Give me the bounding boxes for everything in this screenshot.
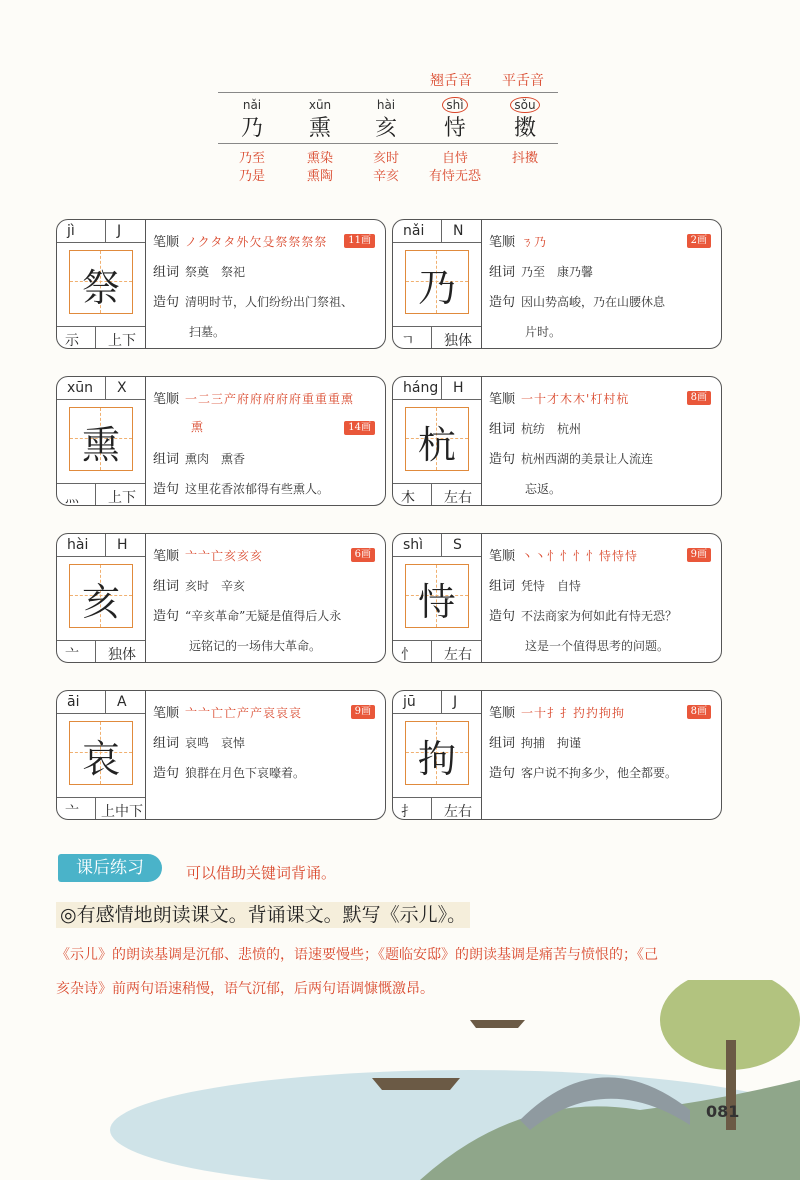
words-label: 组词 xyxy=(153,265,180,280)
header-pinyin-1: nǎi xyxy=(242,98,262,112)
card-words: 亥时 辛亥 xyxy=(185,579,246,593)
radical-row xyxy=(57,326,145,349)
card-radical: 木 xyxy=(401,490,415,506)
divider xyxy=(95,484,96,506)
pinyin-row xyxy=(57,691,145,714)
pinyin-row xyxy=(57,534,145,557)
word-item: 乃至 xyxy=(238,151,265,166)
card-character: 哀 xyxy=(81,737,120,781)
sentence-row xyxy=(489,765,717,782)
words-label: 组词 xyxy=(153,736,180,751)
stroke-order-cont: 熏 xyxy=(191,420,205,434)
card-character: 杭 xyxy=(417,423,456,467)
word-item: 熏陶 xyxy=(306,169,333,184)
reading-note-line-2: 亥杂诗》前两句语速稍慢，语气沉郁，后两句语调慷慨激昂。 xyxy=(56,981,434,997)
words-row xyxy=(489,578,717,595)
stroke-order: 一十扌扌扚扚拘拘 xyxy=(521,706,626,720)
header-words-5 xyxy=(485,150,565,168)
card-right-panel xyxy=(489,534,717,662)
writing-grid xyxy=(69,407,133,471)
card-character: 恃 xyxy=(417,580,456,624)
card-structure: 左右 xyxy=(444,647,472,663)
divider xyxy=(431,327,432,349)
card-words: 哀鸣 哀悼 xyxy=(185,736,246,750)
practice-badge: 课后练习 xyxy=(58,854,162,882)
flat-tongue-label: 平舌音 xyxy=(502,73,544,89)
words-label: 组词 xyxy=(153,579,180,594)
divider xyxy=(431,798,432,820)
char-card-恃 xyxy=(392,533,722,663)
pinyin-row xyxy=(393,377,481,400)
stroke-order: 亠亠亡亡产产哀哀哀 xyxy=(185,706,303,720)
word-item: 辛亥 xyxy=(372,169,399,184)
card-structure: 独体 xyxy=(444,333,472,349)
header-pinyin-5-text: sǒu xyxy=(510,97,539,113)
pinyin-row xyxy=(57,220,145,243)
word-item: 亥时 xyxy=(372,151,399,166)
header-pinyin-4 xyxy=(425,98,485,112)
divider xyxy=(105,534,106,556)
card-structure: 独体 xyxy=(108,647,136,663)
card-character: 亥 xyxy=(81,580,120,624)
card-radical: ㄱ xyxy=(401,333,415,349)
header-bottom-rule xyxy=(218,143,558,144)
card-radical: 忄 xyxy=(401,647,415,663)
card-pinyin: shì xyxy=(403,537,424,553)
card-sentence-cont: 扫墓。 xyxy=(189,325,226,339)
stroke-order-row xyxy=(489,548,717,565)
sentence-row xyxy=(153,608,381,625)
card-pinyin: āi xyxy=(67,694,80,710)
writing-grid xyxy=(405,721,469,785)
header-char-2: 熏 xyxy=(308,116,331,141)
card-right-panel xyxy=(489,691,717,819)
card-sentence: “辛亥革命”无疑是值得后人永 xyxy=(185,609,342,623)
card-words: 熏肉 熏香 xyxy=(185,452,246,466)
stroke-order-row xyxy=(153,705,381,722)
words-row xyxy=(153,578,381,595)
sentence-row-2 xyxy=(153,638,386,654)
small-boat-shape xyxy=(470,1020,525,1028)
card-words: 杭纺 杭州 xyxy=(521,422,582,436)
card-letter: J xyxy=(453,694,458,710)
card-letter: S xyxy=(453,537,462,553)
stroke-order: ノクタタ外欠殳祭祭祭祭 xyxy=(185,235,328,249)
card-words: 凭恃 自恃 xyxy=(521,579,582,593)
divider xyxy=(441,220,442,242)
words-row xyxy=(489,264,717,281)
stroke-order-label: 笔顺 xyxy=(489,392,516,407)
recite-hint: 可以借助关键词背诵。 xyxy=(186,864,337,882)
card-left-panel xyxy=(393,220,482,348)
char-card-祭 xyxy=(56,219,386,349)
stroke-order-label: 笔顺 xyxy=(153,392,180,407)
card-letter: H xyxy=(117,537,128,553)
divider xyxy=(441,534,442,556)
card-character: 祭 xyxy=(81,266,120,310)
radical-row xyxy=(393,640,481,663)
card-right-panel xyxy=(489,377,717,505)
card-sentence: 不法商家为何如此有恃无恐？ xyxy=(521,609,678,623)
words-label: 组词 xyxy=(153,452,180,467)
card-left-panel xyxy=(393,534,482,662)
card-structure: 左右 xyxy=(444,804,472,820)
card-character: 拘 xyxy=(417,737,456,781)
card-radical: 扌 xyxy=(401,804,415,820)
boat-shape xyxy=(372,1078,460,1090)
header-pinyin-3: hài xyxy=(376,98,396,112)
pinyin-row xyxy=(57,377,145,400)
card-pinyin: jū xyxy=(403,694,416,710)
divider xyxy=(441,691,442,713)
card-left-panel xyxy=(57,377,146,505)
divider xyxy=(431,641,432,663)
stroke-order: ㄋ乃 xyxy=(521,235,548,249)
writing-grid xyxy=(69,250,133,314)
header-pinyin-4-text: shì xyxy=(442,97,467,113)
words-row xyxy=(153,735,381,752)
sentence-row-2 xyxy=(489,481,722,497)
words-row xyxy=(489,735,717,752)
words-row xyxy=(153,264,381,281)
word-item: 自恃 xyxy=(441,151,468,166)
header-top-rule xyxy=(218,92,558,93)
char-card-亥 xyxy=(56,533,386,663)
sentence-row xyxy=(489,294,717,311)
card-sentence: 狼群在月色下哀嚎着。 xyxy=(185,766,306,780)
stroke-count-badge: 11画 xyxy=(344,234,375,248)
card-pinyin: xūn xyxy=(67,380,94,396)
stroke-order: 一十才木木'朾村杭 xyxy=(521,392,630,406)
radical-row xyxy=(393,797,481,820)
card-sentence: 这里花香浓郁得有些熏人。 xyxy=(185,482,330,496)
card-left-panel xyxy=(393,691,482,819)
card-left-panel xyxy=(57,534,146,662)
card-sentence: 杭州西湖的美景让人流连 xyxy=(521,452,654,466)
char-card-乃 xyxy=(392,219,722,349)
stroke-count-badge: 9画 xyxy=(687,548,711,562)
char-card-哀 xyxy=(56,690,386,820)
word-item: 乃是 xyxy=(238,169,265,184)
card-pinyin: jì xyxy=(67,223,75,239)
card-words: 乃至 康乃馨 xyxy=(521,265,594,279)
words-label: 组词 xyxy=(489,422,516,437)
header-char-4: 恃 xyxy=(443,116,466,141)
card-letter: J xyxy=(117,223,122,239)
card-left-panel xyxy=(57,691,146,819)
card-structure: 上中下 xyxy=(101,804,143,820)
sentence-row xyxy=(153,481,381,498)
practice-task: ◎有感情地朗读课文。背诵课文。默写《示儿》。 xyxy=(56,902,470,928)
stroke-order-row xyxy=(489,391,717,408)
radical-row xyxy=(57,797,145,820)
radical-row xyxy=(393,483,481,506)
header-pinyin-5 xyxy=(495,98,555,112)
words-row xyxy=(153,451,381,468)
card-sentence: 清明时节，人们纷纷出门祭祖、 xyxy=(185,295,354,309)
writing-grid xyxy=(405,564,469,628)
words-label: 组词 xyxy=(489,579,516,594)
divider xyxy=(95,327,96,349)
reading-note-line-1: 《示儿》的朗读基调是沉郁、悲愤的，语速要慢些；《题临安邸》的朗读基调是痛苦与愤恨的；《己 xyxy=(56,947,658,963)
card-pinyin: háng xyxy=(403,380,439,396)
stroke-order-row xyxy=(153,548,381,565)
card-right-panel xyxy=(489,220,717,348)
divider xyxy=(441,377,442,399)
card-structure: 上下 xyxy=(108,490,136,506)
card-left-panel xyxy=(57,220,146,348)
card-radical: 亠 xyxy=(65,804,79,820)
card-left-panel xyxy=(393,377,482,505)
card-sentence: 因山势高峻，乃在山腰休息 xyxy=(521,295,666,309)
words-row xyxy=(489,421,717,438)
stroke-count-badge: 8画 xyxy=(687,391,711,405)
header-words-3 xyxy=(346,150,426,186)
header-char-3: 亥 xyxy=(374,116,397,141)
stroke-count-badge: 6画 xyxy=(351,548,375,562)
sentence-label: 造句 xyxy=(489,452,516,467)
card-sentence-cont: 忘返。 xyxy=(525,482,562,496)
radical-row xyxy=(57,640,145,663)
stroke-count-badge: 2画 xyxy=(687,234,711,248)
card-words: 拘捕 拘谨 xyxy=(521,736,582,750)
sentence-label: 造句 xyxy=(489,295,516,310)
divider xyxy=(105,691,106,713)
word-item: 熏染 xyxy=(306,151,333,166)
sentence-row xyxy=(153,765,381,782)
stroke-order-row xyxy=(153,391,381,408)
stroke-order-label: 笔顺 xyxy=(489,549,516,564)
retroflex-label: 翘舌音 xyxy=(430,73,472,89)
divider xyxy=(105,377,106,399)
sentence-row-2 xyxy=(489,638,722,654)
writing-grid xyxy=(405,250,469,314)
card-structure: 左右 xyxy=(444,490,472,506)
stroke-order-label: 笔顺 xyxy=(489,706,516,721)
writing-grid xyxy=(69,721,133,785)
sentence-label: 造句 xyxy=(489,766,516,781)
card-structure: 上下 xyxy=(108,333,136,349)
sentence-label: 造句 xyxy=(489,609,516,624)
card-pinyin: nǎi xyxy=(403,223,425,239)
card-letter: H xyxy=(453,380,464,396)
landscape-illustration xyxy=(0,980,800,1180)
char-card-杭 xyxy=(392,376,722,506)
card-right-panel xyxy=(153,220,381,348)
stroke-order: 丶丶忄忄忄忄恃恃恃 xyxy=(521,549,639,563)
page-number: 081 xyxy=(706,1102,740,1121)
stroke-order: 亠亠亡亥亥亥 xyxy=(185,549,264,563)
card-sentence-cont: 这是一个值得思考的问题。 xyxy=(525,639,670,653)
sentence-label: 造句 xyxy=(153,482,180,497)
divider xyxy=(431,484,432,506)
divider xyxy=(95,641,96,663)
header-char-5: 擞 xyxy=(513,116,536,141)
header-char-1: 乃 xyxy=(240,116,263,141)
word-item: 有恃无恐 xyxy=(428,169,481,184)
card-character: 乃 xyxy=(417,266,456,310)
sentence-label: 造句 xyxy=(153,766,180,781)
sentence-label: 造句 xyxy=(153,295,180,310)
words-label: 组词 xyxy=(489,736,516,751)
radical-row xyxy=(57,483,145,506)
stroke-order-label: 笔顺 xyxy=(153,706,180,721)
char-card-拘 xyxy=(392,690,722,820)
stroke-order-row xyxy=(489,234,717,251)
header-words-4 xyxy=(415,150,495,186)
card-letter: N xyxy=(453,223,464,239)
card-words: 祭奠 祭祀 xyxy=(185,265,246,279)
card-right-panel xyxy=(153,534,381,662)
sentence-row xyxy=(489,451,717,468)
header-pinyin-2: xūn xyxy=(308,98,332,112)
word-item: 抖擞 xyxy=(511,151,538,166)
stroke-count-badge: 8画 xyxy=(687,705,711,719)
card-radical: 示 xyxy=(65,333,79,349)
words-label: 组词 xyxy=(489,265,516,280)
card-sentence-cont: 片时。 xyxy=(525,325,562,339)
card-letter: X xyxy=(117,380,127,396)
card-sentence: 客户说不拘多少，他全都要。 xyxy=(521,766,678,780)
pinyin-row xyxy=(393,220,481,243)
stroke-count-badge: 9画 xyxy=(351,705,375,719)
pinyin-row xyxy=(393,691,481,714)
card-pinyin: hài xyxy=(67,537,89,553)
stroke-order-label: 笔顺 xyxy=(153,235,180,250)
sentence-row xyxy=(489,608,717,625)
card-right-panel xyxy=(153,377,381,505)
card-radical: 灬 xyxy=(65,490,79,506)
card-radical: 亠 xyxy=(65,647,79,663)
sentence-row-2 xyxy=(489,324,722,340)
divider xyxy=(95,798,96,820)
writing-grid xyxy=(405,407,469,471)
card-letter: A xyxy=(117,694,127,710)
pinyin-row xyxy=(393,534,481,557)
sentence-row-2 xyxy=(153,324,386,340)
char-card-熏 xyxy=(56,376,386,506)
card-character: 熏 xyxy=(81,423,120,467)
stroke-order: 一二三产府府府府府重重重熏 xyxy=(185,392,355,406)
writing-grid xyxy=(69,564,133,628)
card-right-panel xyxy=(153,691,381,819)
stroke-order-label: 笔顺 xyxy=(153,549,180,564)
stroke-count-badge: 14画 xyxy=(344,421,375,435)
card-sentence-cont: 远铭记的一场伟大革命。 xyxy=(189,639,322,653)
sentence-row xyxy=(153,294,381,311)
divider xyxy=(105,220,106,242)
stroke-order-label: 笔顺 xyxy=(489,235,516,250)
sentence-label: 造句 xyxy=(153,609,180,624)
stroke-order-row xyxy=(489,705,717,722)
radical-row xyxy=(393,326,481,349)
